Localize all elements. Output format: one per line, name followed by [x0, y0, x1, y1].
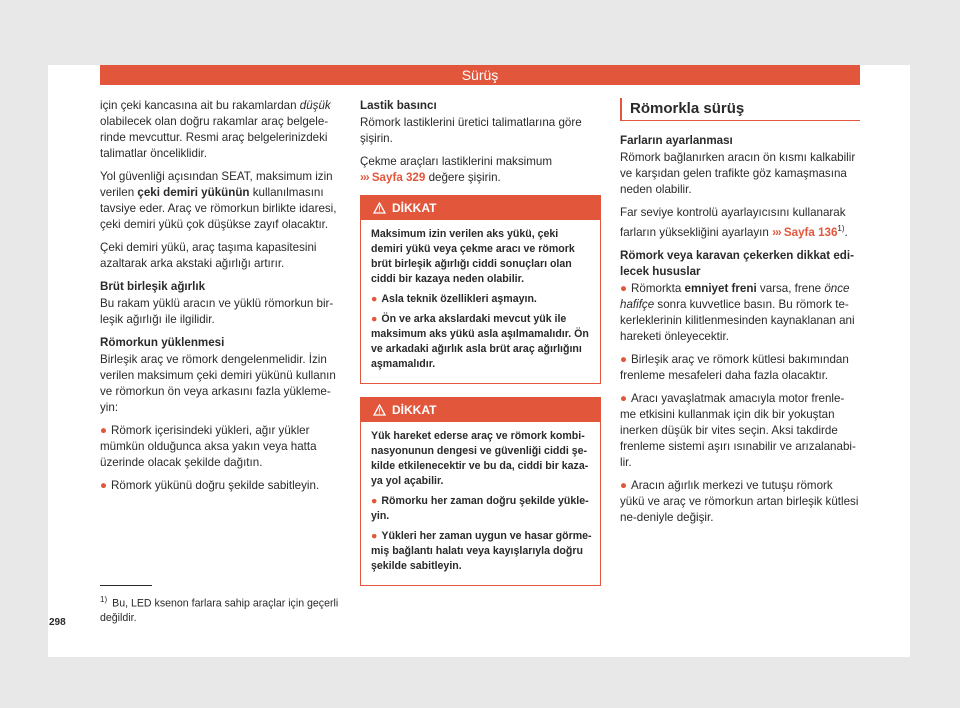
list-item: ● Aracın ağırlık merkezi ve tutuşu römork yükü ve araç ve römorkun artan birleşik kütlesi ne-deniyle değişir. — [620, 478, 859, 524]
paragraph: Çeki demiri yükü, araç taşıma kapasitesini azaltarak arka akstaki ağırlığı artırır. — [100, 241, 317, 270]
bullet-icon: ● — [371, 313, 378, 325]
subheading: Farların ayarlanması — [620, 134, 733, 147]
warning-box — [360, 195, 601, 384]
warning-box — [360, 397, 601, 586]
warning-body: Yük hareket ederse araç ve römork kombi-nasyonunun dengesi ve güvenliği ciddi şe-kilde etkilenecektir ve bu da, ciddi bir kaza-ya yol açabilir. ● Römorku her zaman doğru şekilde yükle-yin. ● Yükleri her zaman uygun ve hasar görme-miş bağlantı halatı veya kayışlarıyla doğru şekilde sabitleyin. — [371, 430, 592, 572]
bullet-icon: ● — [100, 479, 108, 492]
list-item: ● Yükleri her zaman uygun ve hasar görme-miş bağlantı halatı veya kayışlarıyla doğru şekilde sabitleyin. — [371, 530, 592, 572]
list-item: ● Römorku her zaman doğru şekilde yükle-yin. — [371, 495, 589, 522]
list-item: ● Asla teknik özellikleri aşmayın. — [371, 293, 537, 305]
chapter-header: Sürüş — [100, 65, 860, 85]
cross-reference-arrow: ››› — [360, 171, 369, 184]
subheading: Römorkun yüklenmesi — [100, 336, 225, 349]
paragraph: Bu rakam yüklü aracın ve yüklü römorkun bir-leşik ağırlığı ile ilgilidir. — [100, 297, 334, 326]
list-item: ● Römorkta emniyet freni varsa, frene önce hafifçe sonra kuvvetlice basın. Bu römork te-kerleklerinin kilitlenmesinden kaynaklanan ani hareketi önleyecektir. — [620, 281, 855, 343]
column-left — [100, 98, 344, 501]
section-title: Römorkla sürüş — [620, 98, 860, 121]
subheading: Brüt birleşik ağırlık — [100, 280, 206, 293]
list-item: ● Römork içerisindeki yükleri, ağır yükler mümkün olduğunca aksa yakın veya hatta üzerinde olacak şekilde dağıtın. — [100, 424, 317, 469]
list-item: ● Römork yükünü doğru şekilde sabitleyin. — [100, 479, 320, 492]
footnote-marker: 1) — [837, 224, 845, 233]
list-item: ● Aracı yavaşlatmak amacıyla motor frenle-me etkisini kullanmak için dik bir yokuştan inerken düşük bir vites seçin. Aksi takdirde frenleme sistemi aşırı ısınabilir ve arızalanabi-lir. — [620, 391, 856, 469]
page-reference-link[interactable]: Sayfa 136 — [783, 225, 838, 239]
subheading: Römork veya karavan çekerken dikkat edi-lecek hususlar — [620, 248, 854, 278]
bullet-icon: ● — [100, 424, 108, 437]
cross-reference-arrow: ››› — [772, 225, 781, 239]
warning-header: DİKKAT — [361, 196, 600, 220]
page-reference-link[interactable]: Sayfa 329 — [371, 171, 426, 184]
paragraph: Çekme araçları lastiklerini maksimum ››› Sayfa 329 değere şişirin. — [360, 155, 552, 184]
column-middle — [360, 98, 601, 599]
list-item: ● Birleşik araç ve römork kütlesi bakımından frenleme mesafeleri daha fazla olacaktır. — [620, 352, 849, 382]
paragraph: Far seviye kontrolü ayarlayıcısını kullanarak farların yüksekliğini ayarlayın ››› Sayfa 136$^{1)}$. — [620, 206, 848, 239]
bullet-icon: ● — [620, 478, 628, 492]
warning-triangle-icon — [373, 202, 386, 214]
paragraph: için çeki kancasına ait bu rakamlardan düşük olabilecek olan doğru rakamlar araç belgele-rinde mevcuttur. Resmi araç belgelerinizdeki talimatlar önceliklidir. — [100, 99, 331, 160]
warning-triangle-icon — [373, 404, 386, 416]
warning-body: Maksimum izin verilen aks yükü, çeki demiri yükü veya çekme aracı ve römork brüt birleşik ağırlığı ciddi sonuçları olan ciddi bir kazaya neden olabilir. ● Asla teknik özellikleri aşmayın. ● Ön ve arka akslardaki mevcut yük ile maksimum aks yükü asla aşılmamalıdır. Ön ve arkadaki ağırlık asla brüt araç ağırlığını aşmamalıdır. — [361, 220, 600, 383]
column-right — [620, 98, 860, 533]
bullet-icon: ● — [371, 530, 378, 542]
paragraph: Römork lastiklerini üretici talimatlarına göre şişirin. — [360, 116, 582, 145]
paragraph: Yol güvenliği açısından SEAT, maksimum izin verilen çeki demiri yükünün kullanılmasını tavsiye eder. Araç ve römorkun birlikte idaresi, çeki demiri yükü çok düşükse zayıf olacaktır. — [100, 170, 337, 231]
list-item: ● Ön ve arka akslardaki mevcut yük ile maksimum aks yükü asla aşılmamalıdır. Ön ve arkadaki ağırlık asla brüt araç ağırlığını aşmamalıdır. — [371, 313, 589, 370]
footnote-divider — [100, 585, 152, 586]
bullet-icon: ● — [620, 391, 628, 405]
bullet-icon: ● — [371, 293, 378, 305]
footnote: $^{1)}$ Bu, LED ksenon farlara sahip araçlar için geçerli değildir. — [100, 595, 339, 624]
subheading: Lastik basıncı — [360, 99, 437, 112]
paragraph: Römork bağlanırken aracın ön kısmı kalkabilir ve karşıdan gelen trafikte göz kamaşmasına neden olabilir. — [620, 151, 856, 196]
warning-header: DİKKAT — [361, 398, 600, 422]
page-number: 298 — [49, 617, 66, 628]
bullet-icon: ● — [371, 495, 378, 507]
bullet-icon: ● — [620, 281, 628, 295]
paragraph: Birleşik araç ve römork dengelenmelidir. İzin verilen maksimum çeki demiri yükünü kullanın ve römorkun ön veya arkasını fazla yükleme-yin: — [100, 353, 336, 414]
bullet-icon: ● — [620, 352, 628, 366]
